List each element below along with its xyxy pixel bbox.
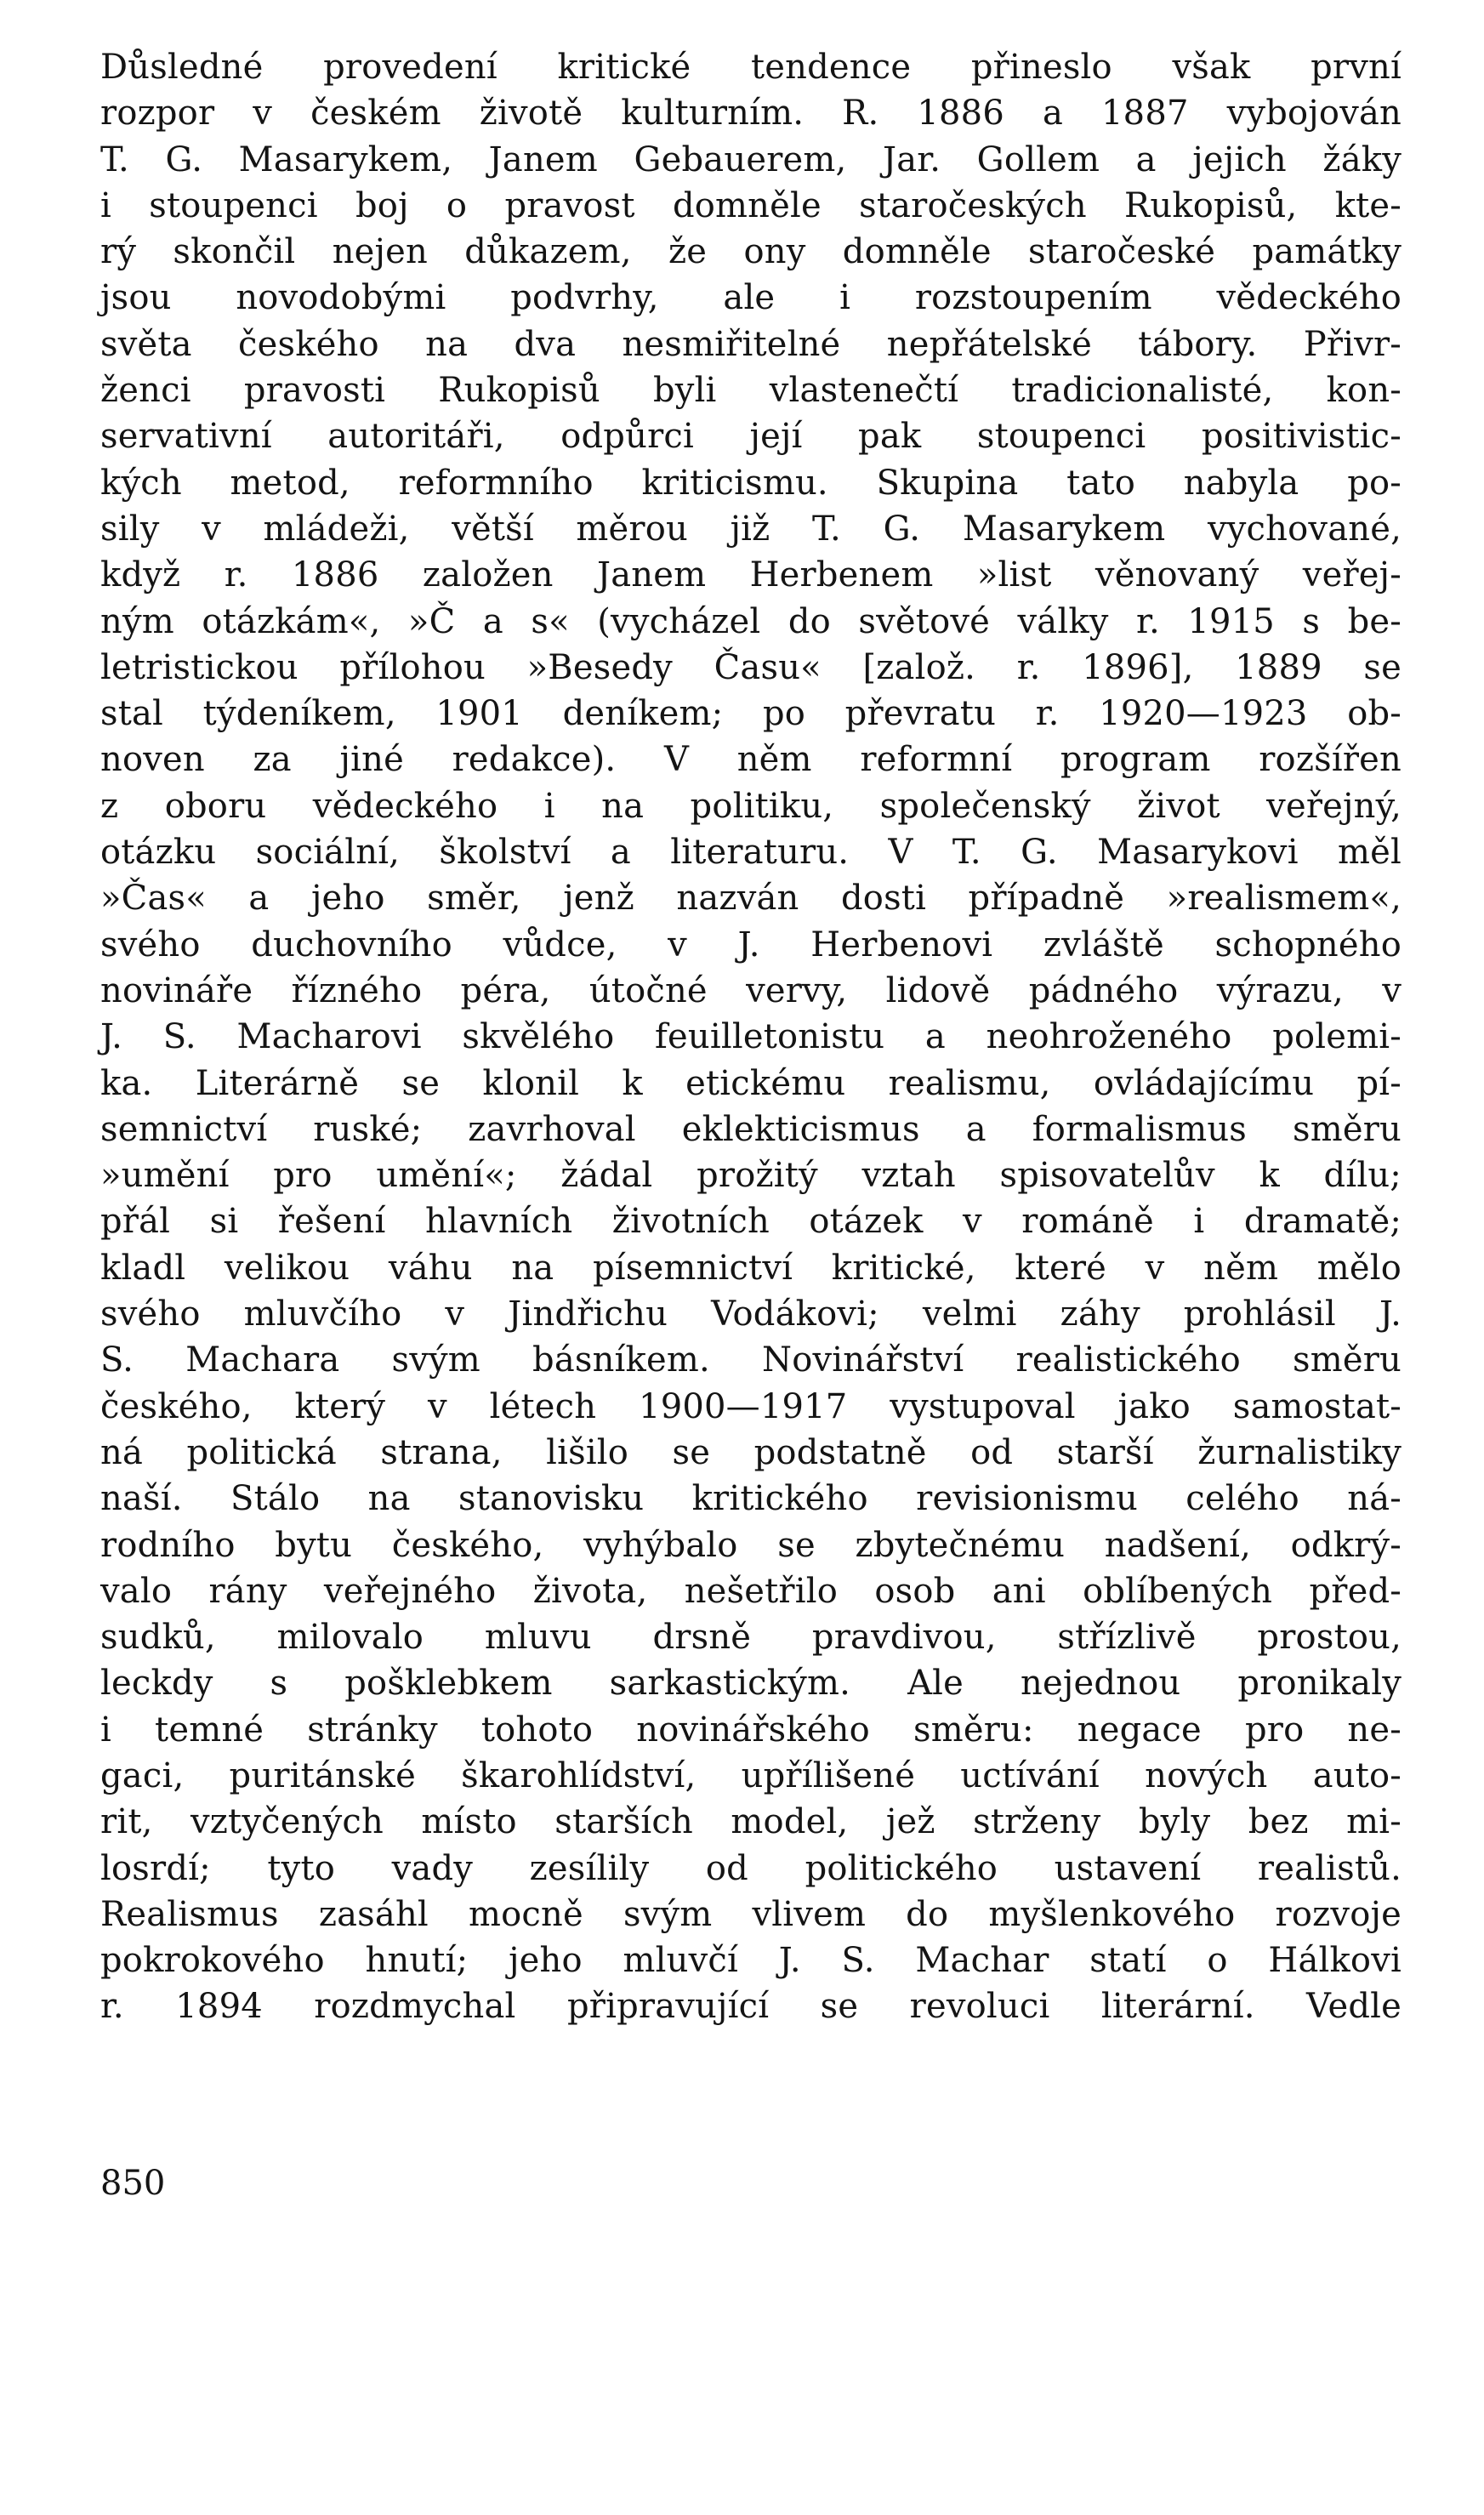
text-line: naší. Stálo na stanovisku kritického revisionismu celého ná-: [100, 1479, 1402, 1519]
text-line: svého mluvčího v Jindřichu Vodákovi; velmi záhy prohlásil J.: [100, 1294, 1402, 1334]
text-line: rý skončil nejen důkazem, že ony domněle staročeské památky: [100, 232, 1402, 272]
text-line: letristickou přílohou »Besedy Času« [založ. r. 1896], 1889 se: [100, 647, 1402, 687]
text-line: S. Machara svým básníkem. Novinářství realistického směru: [100, 1340, 1402, 1380]
text-line: »umění pro umění«; žádal prožitý vztah spisovatelův k dílu;: [100, 1156, 1402, 1196]
text-line: T. G. Masarykem, Janem Gebauerem, Jar. Gollem a jejich žáky: [100, 139, 1402, 179]
text-line: ným otázkám«, »Č a s« (vycházel do světové války r. 1915 s be-: [100, 601, 1402, 641]
text-line: gaci, puritánské škarohlídství, upřílišené uctívání nových auto-: [100, 1755, 1402, 1795]
text-line: rodního bytu českého, vyhýbalo se zbytečnému nadšení, odkrý-: [100, 1525, 1402, 1565]
text-line: noven za jiné redakce). V něm reformní program rozšířen: [100, 740, 1402, 780]
text-line: sudků, milovalo mluvu drsně pravdivou, střízlivě prostou,: [100, 1618, 1402, 1658]
text-line: otázku sociální, školství a literaturu. V T. G. Masarykovi měl: [100, 833, 1402, 873]
text-line: rit, vztyčených místo starších model, jež strženy byly bez mi-: [100, 1802, 1402, 1842]
text-line: jsou novodobými podvrhy, ale i rozstoupením vědeckého: [100, 278, 1402, 318]
text-line: z oboru vědeckého i na politiku, společenský život veřejný,: [100, 786, 1402, 826]
text-line: »Čas« a jeho směr, jenž nazván dosti případně »realismem«,: [100, 879, 1402, 919]
text-line: rozpor v českém životě kulturním. R. 1886 a 1887 vybojován: [100, 94, 1402, 134]
text-line: přál si řešení hlavních životních otázek v románě i dramatě;: [100, 1202, 1402, 1242]
text-line: valo rány veřejného života, nešetřilo osob ani oblíbených před-: [100, 1571, 1402, 1611]
page-number: 850: [100, 2164, 166, 2203]
text-line: r. 1894 rozdmychal připravující se revoluci literární. Vedle: [100, 1987, 1402, 2027]
text-line: ná politická strana, lišilo se podstatně od starší žurnalistiky: [100, 1432, 1402, 1472]
text-line: novináře řízného péra, útočné vervy, lidově pádného výrazu, v: [100, 970, 1402, 1010]
text-line: J. S. Macharovi skvělého feuilletonistu a neohroženého polemi-: [100, 1017, 1402, 1057]
text-line: Realismus zasáhl mocně svým vlivem do myšlenkového rozvoje: [100, 1894, 1402, 1934]
text-line: světa českého na dva nesmiřitelné nepřátelské tábory. Přivr-: [100, 324, 1402, 364]
text-line: semnictví ruské; zavrhoval eklekticismus a formalismus směru: [100, 1109, 1402, 1149]
text-line: svého duchovního vůdce, v J. Herbenovi zvláště schopného: [100, 925, 1402, 964]
text-line: sily v mládeži, větší měrou již T. G. Masarykem vychované,: [100, 509, 1402, 549]
text-line: servativní autoritáři, odpůrci její pak stoupenci positivistic-: [100, 417, 1402, 457]
text-line: stal týdeníkem, 1901 deníkem; po převratu r. 1920—1923 ob-: [100, 694, 1402, 734]
text-line: i temné stránky tohoto novinářského směru: negace pro ne-: [100, 1710, 1402, 1750]
text-line: i stoupenci boj o pravost domněle staročeských Rukopisů, kte-: [100, 185, 1402, 225]
text-line: ka. Literárně se klonil k etickému realismu, ovládajícímu pí-: [100, 1063, 1402, 1103]
text-line: losrdí; tyto vady zesílily od politického ustavení realistů.: [100, 1848, 1402, 1888]
text-line: pokrokového hnutí; jeho mluvčí J. S. Machar statí o Hálkovi: [100, 1941, 1402, 1981]
text-line: ženci pravosti Rukopisů byli vlastenečtí tradicionalisté, kon-: [100, 371, 1402, 411]
text-line: kladl velikou váhu na písemnictví kritické, které v něm mělo: [100, 1248, 1402, 1288]
text-line: Důsledné provedení kritické tendence přineslo však první: [100, 48, 1402, 87]
text-line: když r. 1886 založen Janem Herbenem »list věnovaný veřej-: [100, 555, 1402, 595]
text-line: českého, který v létech 1900—1917 vystupoval jako samostat-: [100, 1386, 1402, 1426]
text-line: kých metod, reformního kriticismu. Skupina tato nabyla po-: [100, 463, 1402, 503]
text-line: leckdy s pošklebkem sarkastickým. Ale nejednou pronikaly: [100, 1664, 1402, 1704]
body-text: [100, 44, 1402, 2030]
